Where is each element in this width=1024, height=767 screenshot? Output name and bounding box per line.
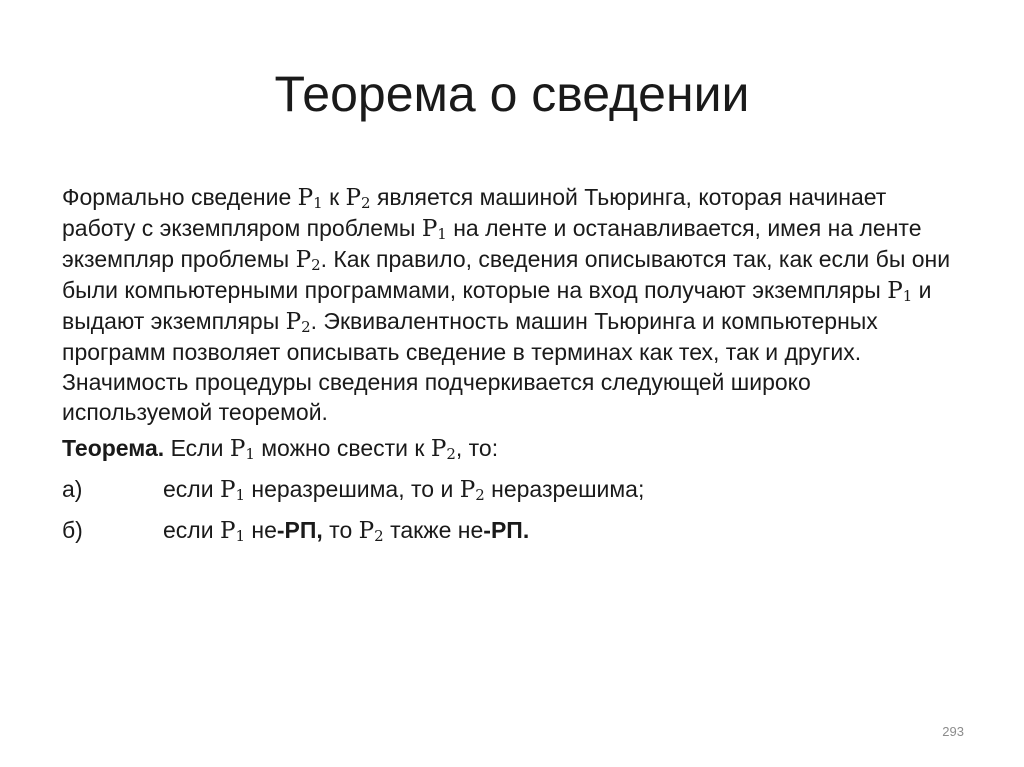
paragraph-text: на ленте и останавливается, имея на ленте экземпляр проблемы	[62, 215, 922, 272]
page-number: 293	[942, 724, 964, 739]
symbol-p1: $P_1$	[887, 278, 913, 305]
symbol-p1: $P_1$	[229, 436, 255, 463]
symbol-p2: $P_2$	[295, 247, 321, 274]
symbol-p1: $P_1$	[219, 518, 245, 545]
paragraph-text: является машиной Тьюринга, которая начинает работу с экземпляром проблемы	[62, 184, 887, 241]
theorem-label: Теорема.	[62, 435, 165, 461]
paragraph-text: . Эквивалентность машин Тьюринга и компьютерных программ позволяет описывать сведение в терминах как тех, так и других. Значимость процедуры сведения подчеркивается следующей широко используемой теоремой.	[62, 308, 878, 425]
item-marker: а)	[62, 476, 83, 502]
paragraph-text: к	[322, 184, 346, 210]
paragraph-text: Формально сведение	[62, 184, 298, 210]
theorem-statement	[62, 433, 962, 464]
slide-title: Теорема о сведении	[274, 66, 750, 122]
paragraph-text: и выдают экземпляры	[62, 277, 932, 334]
symbol-p1: $P_1$	[421, 216, 447, 243]
definition-paragraph	[62, 182, 962, 427]
item-text: если $P_1$ не-РП, то $P_2$ также не-РП.	[163, 517, 530, 545]
symbol-p1: $P_1$	[297, 185, 323, 212]
symbol-p2: $P_2$	[430, 436, 456, 463]
theorem-text: , то:	[455, 435, 499, 461]
theorem-item-b	[62, 515, 962, 546]
slide-content	[62, 182, 962, 546]
symbol-p2: $P_2$	[285, 309, 311, 336]
theorem-text: Если	[164, 435, 230, 461]
symbol-p1: $P_1$	[219, 477, 245, 504]
paragraph-text: . Как правило, сведения описываются так, как если бы они были компьютерными программами, которые на вход получают экземпляры	[62, 246, 951, 303]
symbol-p2: $P_2$	[358, 518, 384, 545]
symbol-p2: $P_2$	[345, 185, 371, 212]
item-text: если $P_1$ неразрешима, то и $P_2$ неразрешима;	[163, 476, 645, 504]
theorem-text: можно свести к	[254, 435, 431, 461]
item-marker: б)	[62, 517, 83, 543]
theorem-item-a	[62, 474, 962, 505]
symbol-p2: $P_2$	[459, 477, 485, 504]
